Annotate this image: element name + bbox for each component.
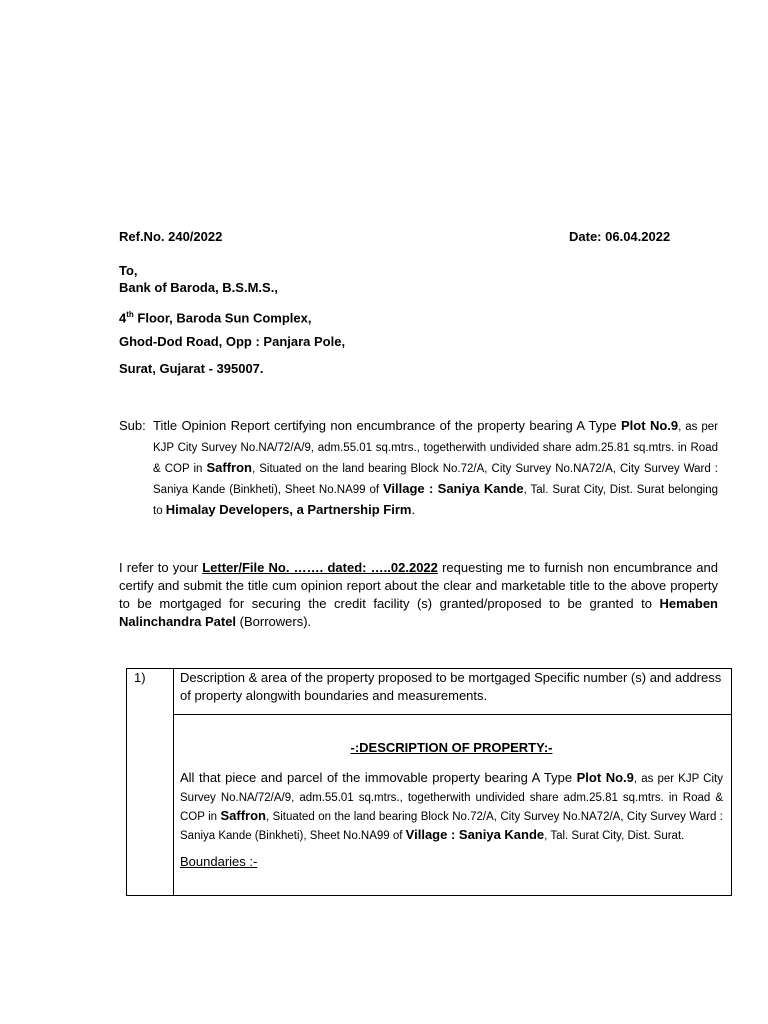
- body-paragraph: I refer to your Letter/File No. ……. dated: …..02.2022 requesting me to furnish non encumbrance and certify and submit the title cum opinion report about the clear and marketable title to the above property to be mortgaged for securing the credit facility (s) granted/proposed to be granted to Hemaben Nalinchandra Patel (Borrowers).: [119, 560, 718, 629]
- letter-date: Date: 06.04.2022: [569, 229, 671, 244]
- reference-number: Ref.No. 240/2022: [119, 229, 223, 244]
- subject-text: Title Opinion Report certifying non encumbrance of the property bearing A Type Plot No.9, as per KJP City Survey No.NA/72/A/9, adm.55.01 sq.mtrs., togetherwith undivided share adm.25.81 sq.mtrs. in Road & COP in Saffron, Situated on the land bearing Block No.72/A, City Survey No.NA72/A, City Survey Ward : Saniya Kande (Binkheti), Sheet No.NA99 of Village : Saniya Kande, Tal. Surat City, Dist. Surat belonging to Himalay Developers, a Partnership Firm.: [153, 418, 718, 517]
- description-text: All that piece and parcel of the immovable property bearing A Type Plot No.9, as per KJP City Survey No.NA/72/A/9, adm.55.01 sq.mtrs., togetherwith undivided share adm.25.81 sq.mtrs. in Road & COP in Saffron, Situated on the land bearing Block No.72/A, City Survey No.NA72/A, City Survey Ward : Saniya Kande (Binkheti), Sheet No.NA99 of Village : Saniya Kande, Tal. Surat City, Dist. Surat.: [180, 770, 723, 842]
- addressee-to: To,: [119, 263, 138, 278]
- subject-block: [119, 416, 718, 521]
- boundaries-label: Boundaries :-: [180, 854, 258, 869]
- property-description-cell: [174, 715, 732, 896]
- borrower-name: Hemaben Nalinchandra Patel: [119, 596, 718, 629]
- addressee-bank: Bank of Baroda, B.S.M.S.,: [119, 280, 278, 295]
- property-table: [126, 668, 732, 896]
- addressee-road: Ghod-Dod Road, Opp : Panjara Pole,: [119, 334, 346, 349]
- description-heading: -:DESCRIPTION OF PROPERTY:-: [350, 740, 553, 755]
- addressee-city: Surat, Gujarat - 395007.: [119, 361, 264, 376]
- subject-label: Sub:: [119, 418, 146, 433]
- row-number: 1): [127, 669, 174, 896]
- row-description: Description & area of the property proposed to be mortgaged Specific number (s) and address of property alongwith boundaries and measurements.: [174, 669, 732, 715]
- table-row: [127, 669, 732, 715]
- table-row: [127, 715, 732, 896]
- letter-reference: Letter/File No. ……. dated: …..02.2022: [202, 560, 438, 575]
- addressee-floor: 4th Floor, Baroda Sun Complex,: [119, 310, 312, 326]
